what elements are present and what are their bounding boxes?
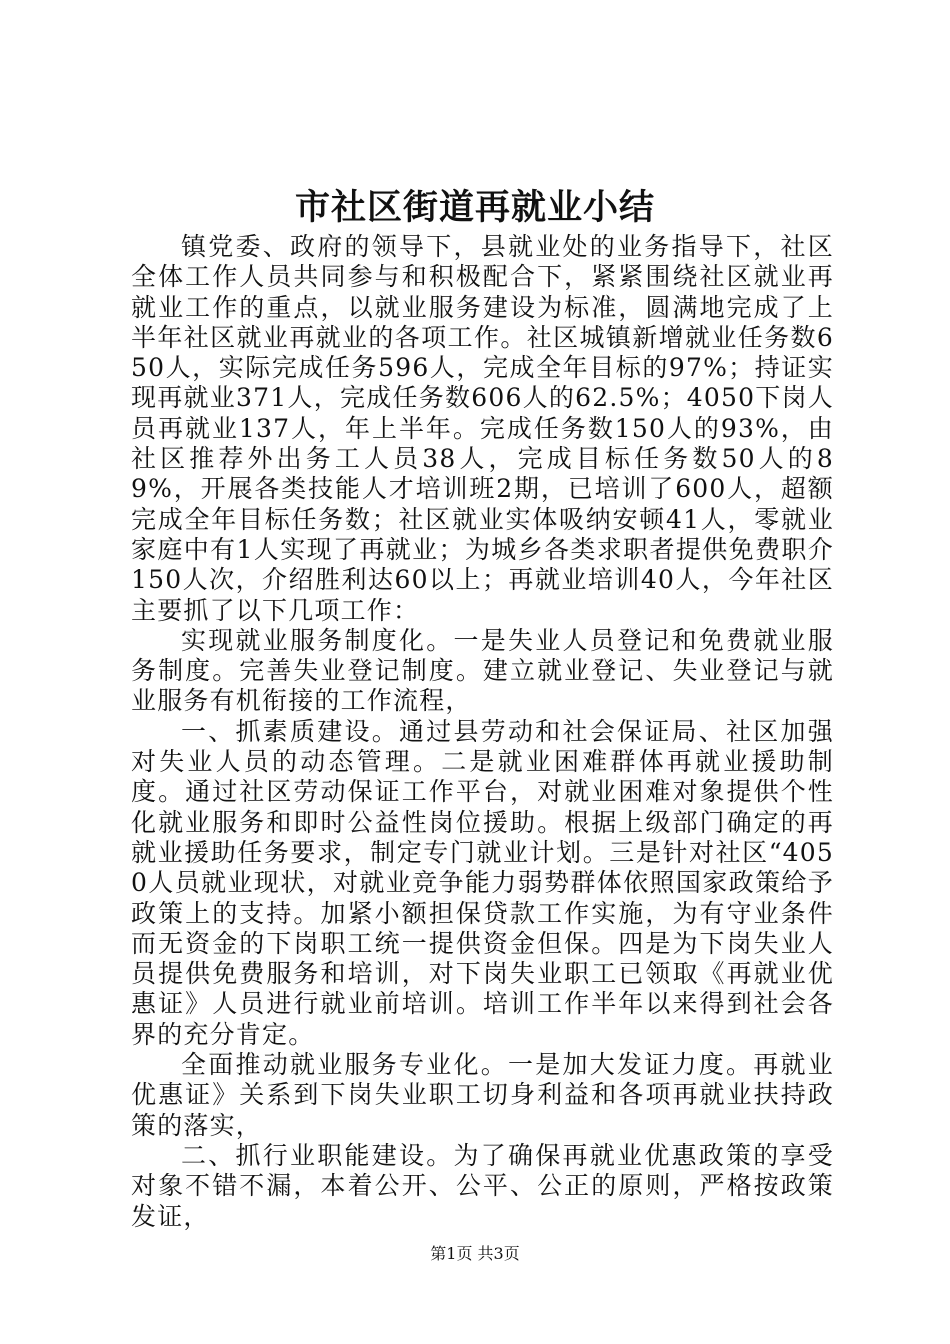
- paragraph-service-institutionalization: 实现就业服务制度化。一是失业人员登记和免费就业服务制度。完善失业登记制度。建立就业登记、失业登记与就业服务有机衔接的工作流程，: [131, 625, 834, 716]
- paragraph-service-professionalization: 全面推动就业服务专业化。一是加大发证力度。再就业优惠证》关系到下岗失业职工切身利益和各项再就业扶持政策的落实，: [131, 1050, 834, 1140]
- paragraph-industry-function: 二、抓行业职能建设。为了确保再就业优惠政策的享受对象不错不漏，本着公开、公平、公正的原则，严格按政策发证，: [131, 1140, 834, 1231]
- paragraph-quality-building: 一、抓素质建设。通过县劳动和社会保证局、社区加强对失业人员的动态管理。二是就业困难群体再就业援助制度。通过社区劳动保证工作平台，对就业困难对象提供个性化就业服务和即时公益性岗位援助。根据上级部门确定的再就业援助任务要求，制定专门就业计划。三是针对社区“4050人员就业现状，对就业竞争能力弱势群体依照国家政策给予政策上的支持。加紧小额担保贷款工作实施，为有守业条件而无资金的下岗职工统一提供资金但保。四是为下岗失业人员提供免费服务和培训，对下岗失业职工已领取《再就业优惠证》人员进行就业前培训。培训工作半年以来得到社会各界的充分肯定。: [131, 716, 834, 1049]
- document-title: 市社区街道再就业小结: [294, 187, 655, 228]
- paragraph-intro: 镇党委、政府的领导下，县就业处的业务指导下，社区全体工作人员共同参与和积极配合下，紧紧围绕社区就业再就业工作的重点，以就业服务建设为标准，圆满地完成了上半年社区就业再就业的各项工作。社区城镇新增就业任务数650人，实际完成任务596人，完成全年目标的97%；持证实现再就业371人，完成任务数606人的62.5%；4050下岗人员再就业137人，年上半年。完成任务数150人的93%，由社区推荐外出务工人员38人，完成目标任务数50人的89%，开展各类技能人才培训班2期，已培训了600人，超额完成全年目标任务数；社区就业实体吸纳安顿41人，零就业家庭中有1人实现了再就业；为城乡各类求职者提供免费职介150人次，介绍胜利达60以上；再就业培训40人，今年社区主要抓了以下几项工作：: [131, 232, 834, 625]
- page-footer: 第1页 共3页: [430, 1244, 520, 1263]
- document-body: [131, 232, 834, 1232]
